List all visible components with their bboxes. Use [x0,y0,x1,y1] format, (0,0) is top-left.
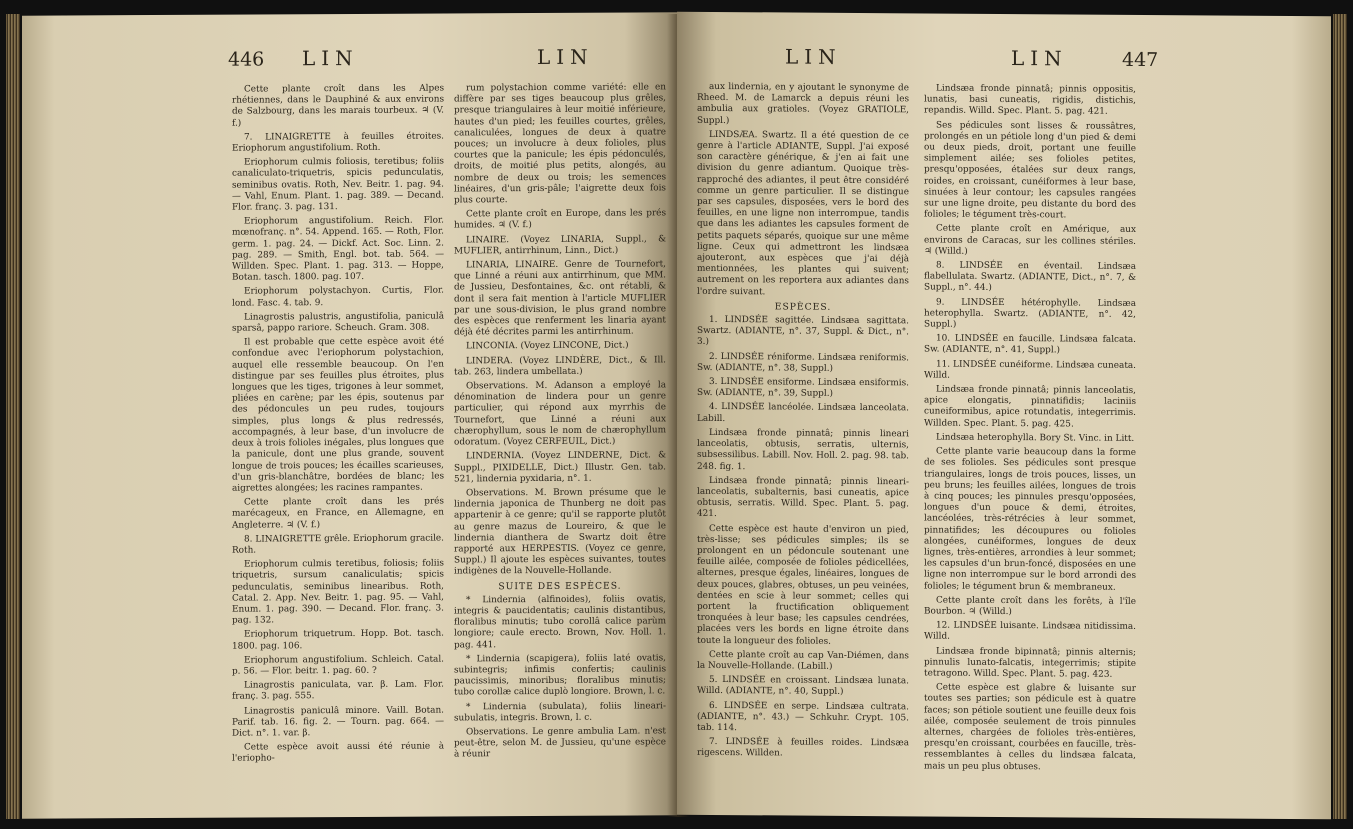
left-running-head-word-2: LIN [537,44,594,70]
paragraph: Linagrostis paniculata, var. β. Lam. Flor. franç. 3. pag. 555. [232,679,444,702]
paragraph: Il est probable que cette espèce avoit été confondue avec l'eriophorum polystachion, auquel elle ressemble beaucoup. On l'en distingue par ses feuilles plus étroites, plus longues que les tiges, trigones à leur sommet, pliées en carène; par les épis, soutenus par des pédoncules un peu rudes, toujours simples, plus longs & plus redressés, accompagnés, à leur base, d'un involucre de deux à trois folioles inégales, plus longues que la panicule, dont une plus grande, souvent longue de trois pouces; les écailles scarieuses, d'un gris-blanchâtre, bordées de blanc; les aigrettes alongées; les racines rampantes. [232,336,444,494]
paragraph: Eriophorum culmis foliosis, teretibus; foliis canaliculato-triquetris, spicis pedunculatis, seminibus ovatis. Roth, Nev. Beitr. 1. pag. 94. — Vahl, Enum. Plant. 1. pag. 389. — Decand. Flor. franç. 3. pag. 131. [232,156,444,213]
paragraph: ESPÈCES. [774,301,832,313]
paragraph: LINCONIA. (Voyez LINCONE, Dict.) [466,341,629,352]
paragraph: Linagrostis paniculâ minore. Vaill. Botan. Parif. tab. 16. fig. 2. — Tourn. pag. 664. — Dict. n°. 1. var. β. [232,705,444,739]
left-page-column-1 [232,84,444,769]
paragraph: Cette espèce est glabre & luisante sur toutes ses parties; son pédicule est à quatre faces; son pétiole soutient une feuille deux fois ailée, composée seulement de trois pinnules alternes, chargées de folioles très-entières, presqu'en croissant, courbées en faucille, très-ressemblantes à celles du lindsæa falcata, mais un peu plus obtuses. [924,682,1136,772]
paragraph: Cette espèce est haute d'environ un pied, très-lisse; ses pédicules simples; ils se prolongent en un pédoncule soutenant une feuille ailée, composée de folioles pédicellées, alternes, presque égales, linéaires, longues de deux pouces, glabres, obtuses, un peu veinées, dentées en scie à leur sommet; celles qui portent la fructification obliquement tronquées à leur base; les capsules cendrées, placées vers les bords en ligne étroite dans toute la longueur des folioles. [697,523,909,647]
paragraph: Lindsæa fronde pinnatâ; pinnis lineari lanceolatis, obtusis, serratis, ulternis, subsessilibus. Labill. Nov. Holl. 2. pag. 98. tab. 248. fig. 1. [697,427,909,472]
paragraph: Lindsæa fronde pinnatâ; pinnis oppositis, lunatis, basi cuneatis, rigidis, distichis, repandis. Willd. Spec. Plant. 5. pag. 421. [924,83,1136,118]
paragraph: 12. LINDSÉE luisante. Lindsæa nitidissima. Willd. [924,620,1136,642]
paragraph: Lindsæa fronde pinnatâ; pinnis lanceolatis, apice elongatis, pinnatifidis; laciniis cuneiformibus, apice rotundatis, integerrimis. Willden. Spec. Plant. 5. pag. 425. [924,384,1136,430]
right-running-head-word: LIN [785,44,842,69]
paragraph: 8. LINDSÉE en éventail. Lindsæa flabellulata. Swartz. (ADIANTE, Dict., n°. 7, & Suppl., n°. 44.) [924,260,1136,294]
right-page-column-2 [924,83,1136,776]
paragraph: Cette plante croît dans les Alpes rhétiennes, dans le Dauphiné & aux environs de Salzbourg, dans les marais tourbeux. ♃ (V. f.) [232,83,444,129]
right-page [677,12,1331,820]
book-edge-left [6,14,20,819]
paragraph: 10. LINDSÉE en faucille. Lindsæa falcata. Sw. (ADIANTE, n°. 41, Suppl.) [924,333,1136,356]
paragraph: Cette espèce avoit aussi été réunie à l'eriopho- [232,741,444,764]
paragraph: LINAIRE. (Voyez LINARIA, Suppl., & MUFLIER, antirrhinum, Linn., Dict.) [454,233,666,257]
paragraph: Cette plante croît dans les forêts, à l'île Bourbon. ♃ (Willd.) [924,595,1136,617]
left-page-number: 446 [228,48,265,71]
paragraph: 7. LINDSÉE à feuilles roides. Lindsæa rigescens. Willden. [697,737,909,759]
paragraph: 2. LINDSÉE réniforme. Lindsæa reniformis. Sw. (ADIANTE, n°. 38, Suppl.) [697,351,909,374]
paragraph: SUITE DES ESPÈCES. [498,580,622,592]
paragraph: Lindsæa heterophylla. Bory St. Vinc. in Litt. [936,432,1135,444]
right-running-head-word-2: LIN [1011,46,1068,71]
paragraph: Cette plante varie beaucoup dans la forme de ses folioles. Ses pédicules sont presque triangulaires, longs de trois pouces, lisses, un peu bruns; les feuilles ailées, longues de trois à cinq pouces; les pinnules presqu'opposées, longues d'un pouce & demi, étroites, lancéolées, très-rétrécies à leur sommet, pinnatifides; les découpures ou folioles alongées, cunéiformes, longues de deux lignes, très-entières, arrondies à leur sommet; les capsules d'un brun-foncé, disposées en une ligne non interrompue sur le bord arrondi des folioles; le tégument brun & membraneux. [924,446,1136,593]
paragraph: 11. LINDSÉE cunéiforme. Lindsæa cuneata. Willd. [924,359,1136,381]
paragraph: Cette plante croît en Amérique, aux environs de Caracas, sur les collines stériles. ♃ (Willd.) [924,223,1136,257]
paragraph: Eriophorum angustifolium. Reich. Flor. mœnofranç. n°. 54. Append. 165. — Roth, Flor. germ. 1. pag. 24. — Dickf. Act. Soc. Linn. 2. pag. 289. — Smith, Engl. bot. tab. 564. — Willden. Spec. Plant. 1. pag. 313. — Hoppe, Botan. tasch. 1800. pag. 107. [232,215,444,283]
paragraph: LINARIA, LINAIRE. Genre de Tournefort, que Linné a réuni aux antirrhinum, que MM. de Jussieu, Desfontaines, &c. ont rétabli, & dont il sera fait mention à l'article MUFLIER par une sous-division, le plus grand nombre des espèces que renferment les linaria ayant déjà été décrites parmi les antirrhinum. [454,259,666,338]
paragraph: Observations. M. Brown présume que le lindernia japonica de Thunberg ne doit pas appartenir à ce genre; qu'il se rapporte plutôt au genre mazus de Loureiro, & que le lindernia dianthera de Swartz doit être rapporté aux HERPESTIS. (Voyez ce genre, Suppl.) Il ajoute les espèces suivantes, toutes indigènes de la Nouvelle-Hollande. [454,487,666,577]
paragraph: LINDSÆA. Swartz. Il a été question de ce genre à l'article ADIANTE, Suppl. J'ai exposé son caractère générique, & j'en ai fait une division du genre adiantum. Quoique très-rapproché des adiantes, il peut être considéré comme un genre particulier. Il se distingue par ses capsules, disposées, vers le bord des feuilles, en une ligne non interrompue, tandis que dans les adiantes les capsules forment de petits paquets séparés, quoique sur une même ligne. Ceux qui admettront les lindsæa ajouteront, aux espèces que j'ai déjà mentionnées, les plantes qui suivent; autrement on les reportera aux adiantes dans l'ordre suivant. [697,129,909,297]
left-running-head-word: LIN [302,45,359,71]
paragraph: * Lindernia (alfinoides), foliis ovatis, integris & paucidentatis; caulinis distantibus, floralibus minutis; tubo corollâ calice parùm longiore; caule erecto. Brown, Nov. Holl. 1. pag. 441. [454,594,666,650]
paragraph: rum polystachion comme variété: elle en diffère par ses tiges beaucoup plus grêles, presque triangulaires à leur moitié inférieure, hautes d'un pied; les feuilles courtes, grêles, canaliculées, longues de deux à quatre pouces; un involucre à deux folioles, plus courtes que la panicule; les épis pédonculés, droits, de moitié plus petits, alongés, au nombre de deux ou trois; les semences linéaires, d'un gris-pâle; l'aigrette deux fois plus courte. [454,82,666,206]
paragraph: 6. LINDSÉE en serpe. Lindsæa cultrata. (ADIANTE, n°. 43.) — Schkuhr. Crypt. 105. tab. 114. [697,700,909,734]
paragraph: Observations. Le genre ambulia Lam. n'est peut-être, selon M. de Jussieu, qu'une espèce à réunir [454,726,666,760]
paragraph: Lindsæa fronde pinnatâ; pinnis lineari-lanceolatis, subalternis, basi cuneatis, apice obtusis, serratis. Willd. Spec. Plant. 5. pag. 421. [697,475,909,520]
right-running-head [677,42,1331,77]
paragraph: Eriophorum polystachyon. Curtis, Flor. lond. Fasc. 4. tab. 9. [232,285,444,309]
left-running-head [22,42,677,75]
left-page-column-2 [454,82,666,764]
paragraph: Eriophorum culmis teretibus, foliosis; foliis triquetris, sursum canaliculatis; spicis pedunculatis, seminibus linearibus. Roth, Catal. 2. App. Nev. Beitr. 1. pag. 95. — Vahl, Enum. 1. pag. 390. — Decand. Flor. franç. 3. pag. 132. [232,558,444,626]
paragraph: 5. LINDSÉE en croissant. Lindsæa lunata. Willd. (ADIANTE, n°. 40, Suppl.) [697,675,909,698]
book-edge-right [1333,14,1347,819]
paragraph: 1. LINDSÉE sagittée. Lindsæa sagittata. Swartz. (ADIANTE, n°. 37, Suppl. & Dict., n°. 3.) [697,315,909,348]
paragraph: Cette plante croît au cap Van-Diémen, dans la Nouvelle-Hollande. (Labill.) [697,649,909,672]
paragraph: Linagrostis palustris, angustifolia, paniculâ sparsâ, pappo rariore. Scheuch. Gram. 308. [232,311,444,334]
right-page-column-1 [697,82,909,764]
paragraph: LINDERNIA. (Voyez LINDERNE, Dict. & Suppl., PIXIDELLE, Dict.) Illustr. Gen. tab. 521, lindernia pyxidaria, n°. 1. [454,450,666,485]
right-page-number: 447 [1122,48,1159,72]
paragraph: 4. LINDSÉE lancéolée. Lindsæa lanceolata. Labill. [697,402,909,424]
paragraph: Eriophorum angustifolium. Schleich. Catal. p. 56. — Flor. beitr. 1. pag. 60. ? [232,654,444,677]
paragraph: aux lindernia, en y ajoutant le synonyme de Rheed. M. de Lamarck a depuis réuni les ambulia aux gratioles. (Voyez GRATIOLE, Suppl.) [697,81,909,126]
paragraph: 3. LINDSÉE ensiforme. Lindsæa ensiformis. Sw. (ADIANTE, n°. 39, Suppl.) [697,377,909,400]
paragraph: Observations. M. Adanson a employé la dénomination de lindera pour un genre particulier, qui répond aux myrrhis de Tournefort, que Linné a réuni aux chærophyllum, sous le nom de chærophyllum odoratum. (Voyez CERFEUIL, Dict.) [454,380,666,448]
paragraph: Cette plante croît dans les prés marécageux, en France, en Allemagne, en Angleterre. ♃ (V. f.) [232,496,444,531]
paragraph: Eriophorum triquetrum. Hopp. Bot. tasch. 1800. pag. 106. [232,628,444,652]
left-page [22,12,677,818]
paragraph: 9. LINDSÉE hétérophylle. Lindsæa heterophylla. Swartz. (ADIANTE, n°. 42, Suppl.) [924,297,1136,330]
paragraph: Lindsæa fronde bipinnatâ; pinnis alternis; pinnulis lunato-falcatis, integerrimis; stipite tetragono. Willd. Spec. Plant. 5. pag. 423. [924,646,1136,680]
paragraph: * Lindernia (subulata), foliis lineari-subulatis, integris. Brown, l. c. [454,700,666,724]
paragraph: 7. LINAIGRETTE à feuilles étroites. Eriophorum angustifolium. Roth. [232,131,444,154]
paragraph: * Lindernia (scapigera), foliis laté ovatis, subintegris; infimis confertis; caulinis paucissimis, minoribus; floralibus minutis; tubo corollæ calice duplò longiore. Brown, l. c. [454,653,666,698]
paragraph: LINDERA. (Voyez LINDÈRE, Dict., & Ill. tab. 263, lindera umbellata.) [454,355,666,378]
paragraph: 8. LINAIGRETTE grêle. Eriophorum gracile. Roth. [232,533,444,556]
paragraph: Ses pédicules sont lisses & roussâtres, prolongés en un pétiole long d'un pied & demi ou deux pieds, droit, portant une feuille simplement ailée; ses folioles petites, presqu'opposées, étalées sur deux rangs, roides, en croissant, cunéiformes à leur base, sinuées à leur contour; les capsules rangées sur une ligne droite, peu distante du bord des folioles; le tégument très-court. [924,120,1136,221]
paragraph: Cette plante croît en Europe, dans les prés humides. ♃ (V. f.) [454,208,666,231]
